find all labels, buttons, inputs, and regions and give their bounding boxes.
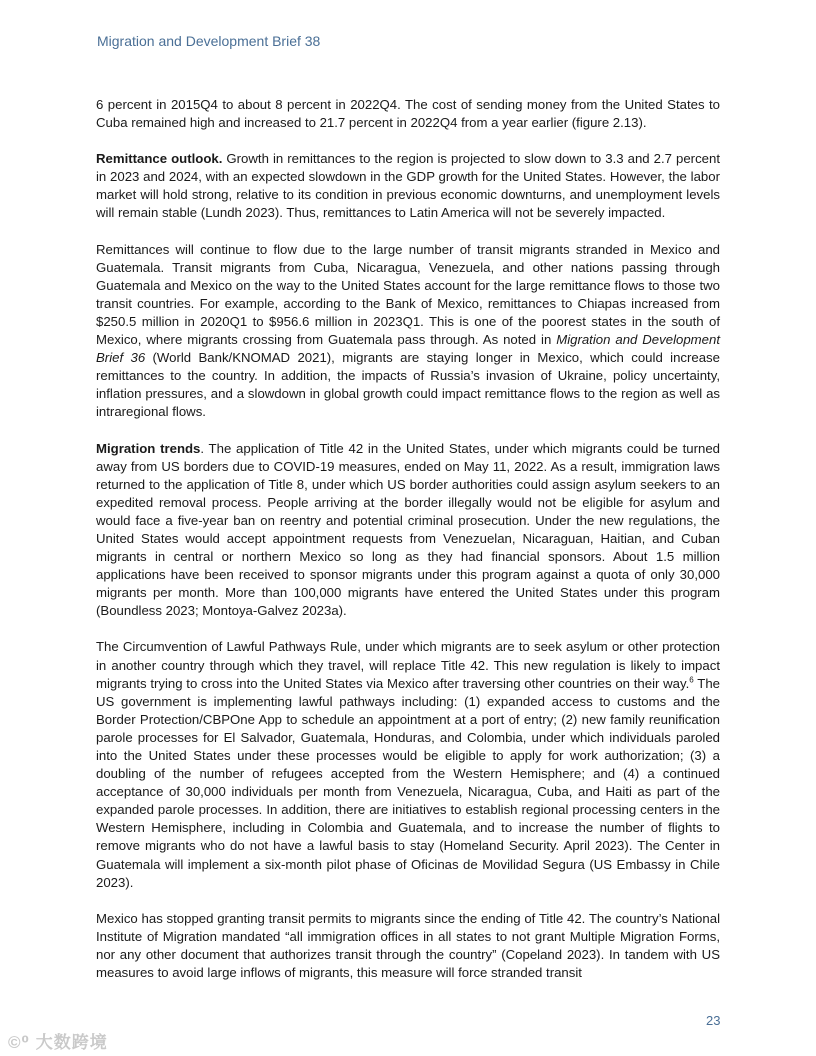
footnote-marker[interactable]: 6 bbox=[689, 675, 694, 685]
paragraph-text: (World Bank/KNOMAD 2021), migrants are staying longer in Mexico, which could increase remittances to the country. In addition, the impacts of Russia’s invasion of Ukraine, policy uncertainty, inflation pressures, and a slowdown in global growth could impact remittance flows to the region as well as intraregional flows. bbox=[96, 350, 720, 420]
paragraph-remittance-outlook bbox=[96, 150, 720, 222]
paragraph-cuba-cost bbox=[96, 96, 720, 132]
paragraph-transit-migrants bbox=[96, 241, 720, 422]
paragraph-lawful-pathways bbox=[96, 638, 720, 891]
paragraph-heading: Remittance outlook. bbox=[96, 151, 223, 167]
paragraph-text: Growth in remittances to the region is projected to slow down to 3.3 and 2.7 percent in 2023 and 2024, with an expected slowdown in the GDP growth for the United States. However, the labor market will hold strong, relative to its condition in previous economic downturns, and unemployment levels will remain stable (Lundh 2023). Thus, remittances to Latin America will not be severely impacted. bbox=[96, 151, 720, 221]
paragraph-text: The Circumvention of Lawful Pathways Rule, under which migrants are to seek asylum or other protection in another country through which they travel, will replace Title 42. This new regulation is likely to impact migrants trying to cross into the United States via Mexico after traversing other countries on their way. bbox=[96, 639, 720, 691]
paragraph-text: . The application of Title 42 in the United States, under which migrants could be turned away from US borders due to COVID-19 measures, ended on May 11, 2022. As a result, immigration laws returned to the application of Title 8, under which US border authorities could assign asylum seekers to an expedited removal process. People arriving at the border illegally would not be eligible for asylum and would face a five-year ban on reentry and potential criminal prosecution. Under the new regulations, the United States would accept appointment requests from Venezuelan, Nicaraguan, Haitian, and Cuban migrants in central or northern Mexico so long as they had financial sponsors. About 1.5 million applications have been received to sponsor migrants under this program against a quota of only 30,000 migrants per month. More than 100,000 migrants have entered the United States under this program (Boundless 2023; Montoya-Galvez 2023a). bbox=[96, 440, 720, 619]
paragraph-mexico-transit bbox=[96, 910, 720, 982]
document-body bbox=[96, 96, 720, 1000]
paragraph-text: 6 percent in 2015Q4 to about 8 percent in 2022Q4. The cost of sending money from the United States to Cuba remained high and increased to 21.7 percent in 2022Q4 from a year earlier (figure 2.13). bbox=[96, 97, 720, 131]
paragraph-text: The US government is implementing lawful pathways including: (1) expanded access to customs and the Border Protection/CBPOne App to schedule an appointment at a port of entry; (2) new family reunification parole processes for El Salvador, Guatemala, Honduras, and Colombia, under which individuals paroled into the United States under these processes would be eligible to apply for work authorization; (3) a doubling of the number of refugees accepted from the Western Hemisphere; and (4) a continued acceptance of 30,000 individuals per month from Venezuela, Nicaragua, Cuba, and Haiti as part of the expanded parole processes. In addition, there are initiatives to establish regional processing centers in the Western Hemisphere, including in Colombia and Guatemala, and to increase the number of flights to remove migrants who do not have a lawful basis to stay (Homeland Security. April 2023). The Center in Guatemala will implement a six-month pilot phase of Oficinas de Movilidad Segura (US Embassy in Chile 2023). bbox=[96, 675, 720, 890]
watermark-logo: ©⁰ 大数跨境 bbox=[8, 1033, 108, 1052]
paragraph-text: Remittances will continue to flow due to the large number of transit migrants stranded in Mexico and Guatemala. Transit migrants from Cuba, Nicaragua, Venezuela, and other nations passing through Guatemala and Mexico on the way to the United States account for the large remittance flows to those two transit countries. For example, according to the Bank of Mexico, remittances to Chiapas increased from $250.5 million in 2020Q1 to $956.6 million in 2023Q1. This is one of the poorest states in the south of Mexico, where migrants crossing from Guatemala pass through. As noted in bbox=[96, 241, 720, 348]
paragraph-text: Mexico has stopped granting transit permits to migrants since the ending of Title 42. The country’s National Institute of Migration mandated “all immigration offices in all states to not grant Multiple Migration Forms, nor any other document that authorizes transit through the country” (Copeland 2023). In tandem with US measures to avoid large inflows of migrants, this measure will force stranded transit bbox=[96, 910, 720, 981]
paragraph-heading: Migration trends bbox=[96, 440, 201, 456]
running-header: Migration and Development Brief 38 bbox=[97, 33, 321, 49]
page-number: 23 bbox=[706, 1013, 721, 1028]
paragraph-migration-trends bbox=[96, 440, 720, 621]
publication-title: Migration and Development Brief 36 bbox=[96, 332, 720, 366]
